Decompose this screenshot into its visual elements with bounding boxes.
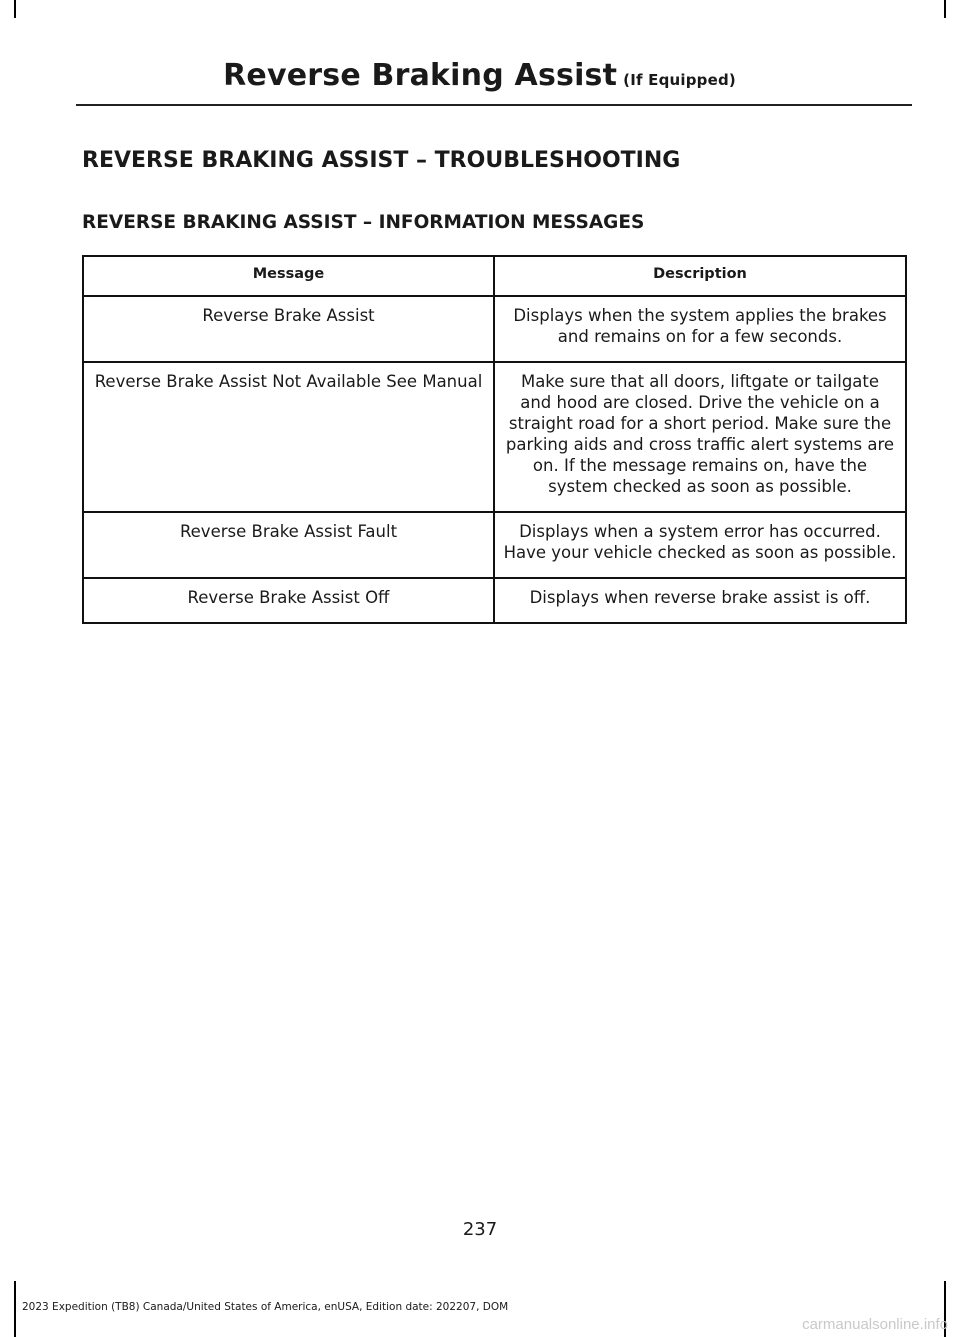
crop-mark-top-right [944,0,946,18]
description-cell: Make sure that all doors, liftgate or tailgate and hood are closed. Drive the vehicle on a straight road for a short period. Make sure the parking aids and cross traffic alert systems are on. If the message remains on, have the system checked as soon as possible. [494,362,906,512]
header-subtitle: (If Equipped) [623,71,736,89]
footer-edition-info: 2023 Expedition (TB8) Canada/United States of America, enUSA, Edition date: 202207, DOM [22,1301,509,1313]
description-cell: Displays when a system error has occurred. Have your vehicle checked as soon as possible. [494,512,906,578]
message-cell: Reverse Brake Assist Off [83,578,494,623]
section-title: REVERSE BRAKING ASSIST – TROUBLESHOOTING [82,148,681,173]
table-row [83,296,906,362]
description-cell: Displays when reverse brake assist is off. [494,578,906,623]
header-title: Reverse Braking Assist [223,58,618,93]
table-row [83,362,906,512]
column-header-message: Message [83,256,494,296]
message-cell: Reverse Brake Assist Not Available See Manual [83,362,494,512]
message-cell: Reverse Brake Assist Fault [83,512,494,578]
page-number: 237 [462,1219,498,1240]
header-rule [76,104,912,106]
crop-mark-bottom-left [14,1281,16,1337]
column-header-description: Description [494,256,906,296]
table-row [83,512,906,578]
description-cell: Displays when the system applies the brakes and remains on for a few seconds. [494,296,906,362]
watermark: carmanualsonline.info [802,1316,948,1333]
running-header [223,58,736,93]
crop-mark-top-left [14,0,16,18]
table-header-row [83,256,906,296]
message-cell: Reverse Brake Assist [83,296,494,362]
table-title: REVERSE BRAKING ASSIST – INFORMATION MESSAGES [82,212,645,233]
table-row [83,578,906,623]
information-messages-table [82,255,907,624]
